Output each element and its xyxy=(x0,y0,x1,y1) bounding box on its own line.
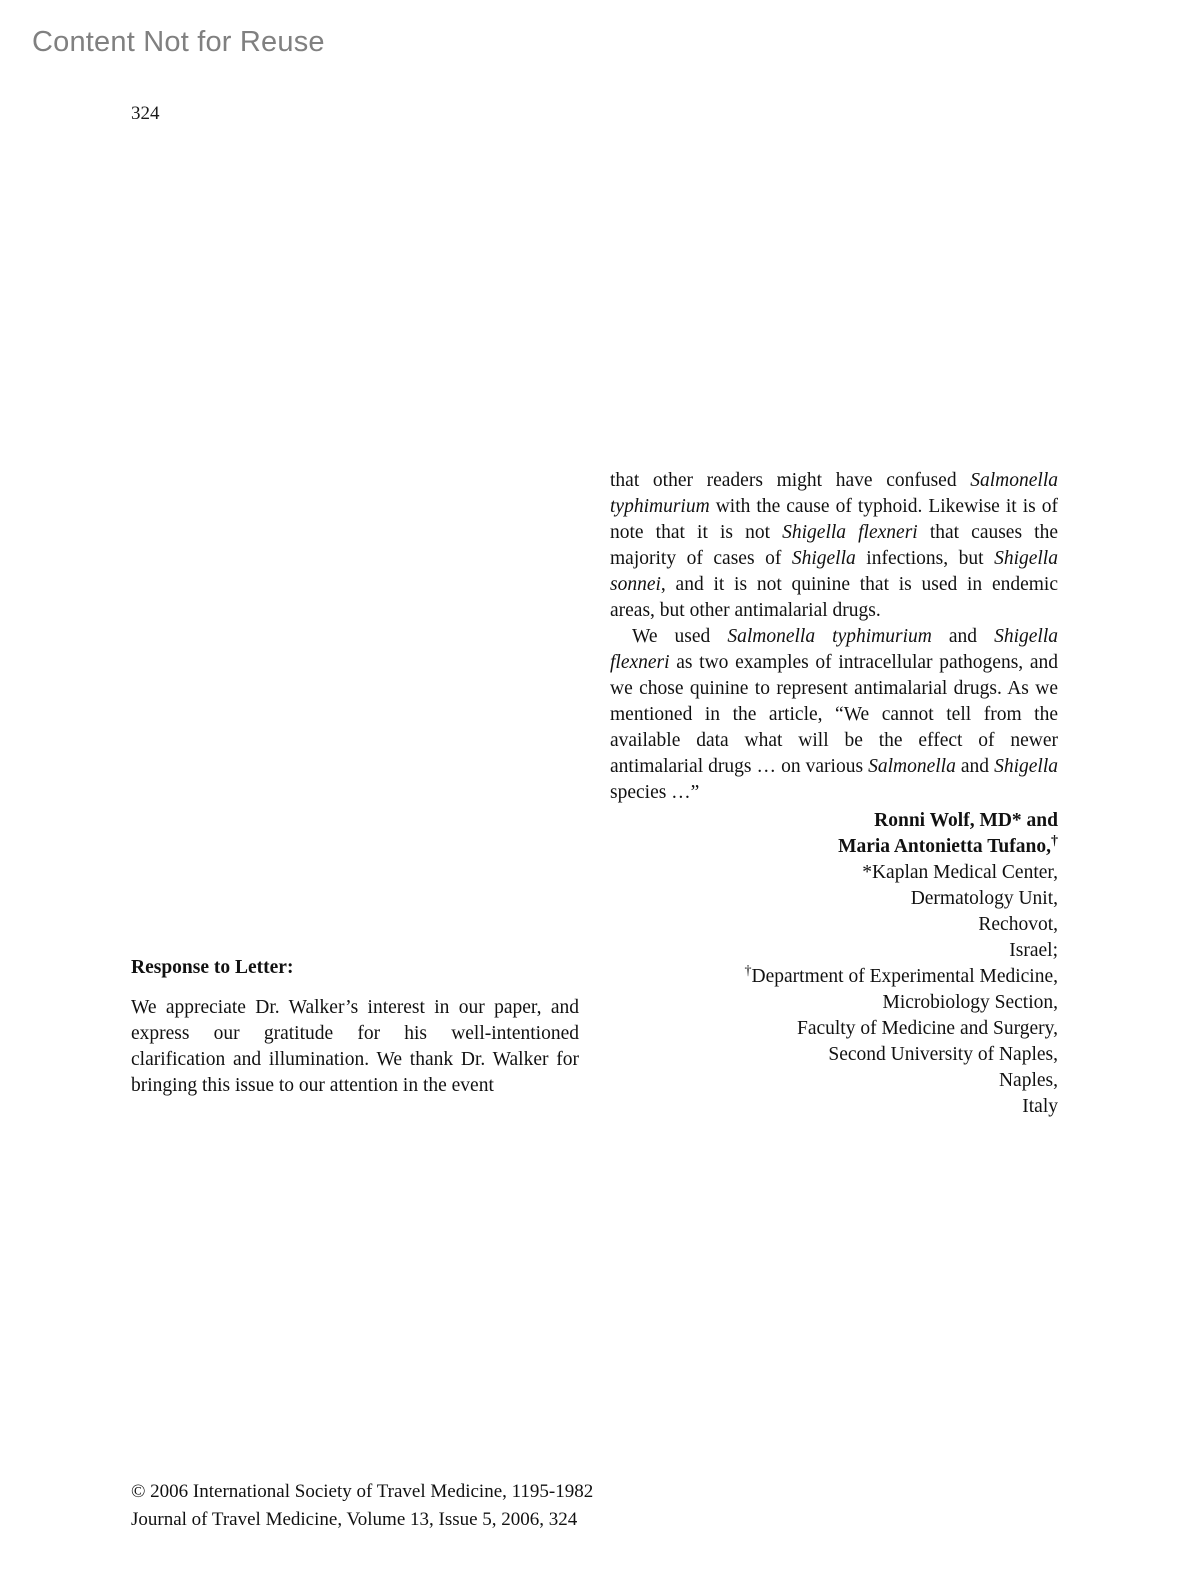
footer-citation: Journal of Travel Medicine, Volume 13, Issue 5, 2006, 324 xyxy=(131,1508,578,1530)
watermark-text: Content Not for Reuse xyxy=(32,26,325,58)
left-column-paragraph-1: We appreciate Dr. Walker’s interest in our paper, and express our gratitude for his well-intentioned clarification and illumination. We thank Dr. Walker for bringing this issue to our attention in the event xyxy=(131,997,579,1097)
affiliation-line-8: Second University of Naples, xyxy=(828,1044,1058,1066)
affiliation-line-9: Naples, xyxy=(998,1070,1058,1092)
section-heading-response-to-letter: Response to Letter: xyxy=(131,957,294,978)
author-name-line-2 xyxy=(610,834,1058,860)
right-column xyxy=(610,468,1058,806)
affiliation-line-10: Italy xyxy=(1022,1096,1058,1118)
affiliation-line-5-text: Department of Experimental Medicine, xyxy=(751,966,1058,988)
author-signature-block xyxy=(610,808,1058,1120)
author-name-2-dagger: † xyxy=(1050,832,1058,849)
affiliation-line-4: Israel; xyxy=(1009,940,1058,962)
affiliation-line-7: Faculty of Medicine and Surgery, xyxy=(796,1018,1058,1040)
page-footer xyxy=(131,1478,593,1533)
right-column-paragraph-1: that other readers might have confused Salmonella typhimurium with the cause of typhoid. Likewise it is of note that it is not Shigella flexneri that causes the majority of cases of Shigella infections, but Shigella sonnei, and it is not quinine that is used in endemic areas, but other antimalarial drugs. xyxy=(610,470,1058,622)
footer-copyright: © 2006 International Society of Travel Medicine, 1195-1982 xyxy=(131,1481,594,1502)
right-column-paragraph-2: We used Salmonella typhimurium and Shigella flexneri as two examples of intracellular pathogens, and we chose quinine to represent antimalarial drugs. As we mentioned in the article, “We cannot tell from the available data what will be the effect of newer antimalarial drugs … on various Salmonella and Shigella species …” xyxy=(610,626,1059,804)
affiliation-line-6: Microbiology Section, xyxy=(882,992,1058,1014)
affiliation-line-2: Dermatology Unit, xyxy=(910,888,1058,910)
left-column xyxy=(131,955,579,1099)
affiliation-line-3: Rechovot, xyxy=(978,914,1058,936)
page-number: 324 xyxy=(131,103,160,124)
affiliation-line-1: *Kaplan Medical Center, xyxy=(862,862,1058,884)
affiliation-dagger: † xyxy=(744,962,752,979)
affiliation-line-5 xyxy=(610,964,1058,990)
author-name-2-text: Maria Antonietta Tufano, xyxy=(838,836,1051,858)
author-name-line-1: Ronni Wolf, MD* and xyxy=(874,810,1058,831)
